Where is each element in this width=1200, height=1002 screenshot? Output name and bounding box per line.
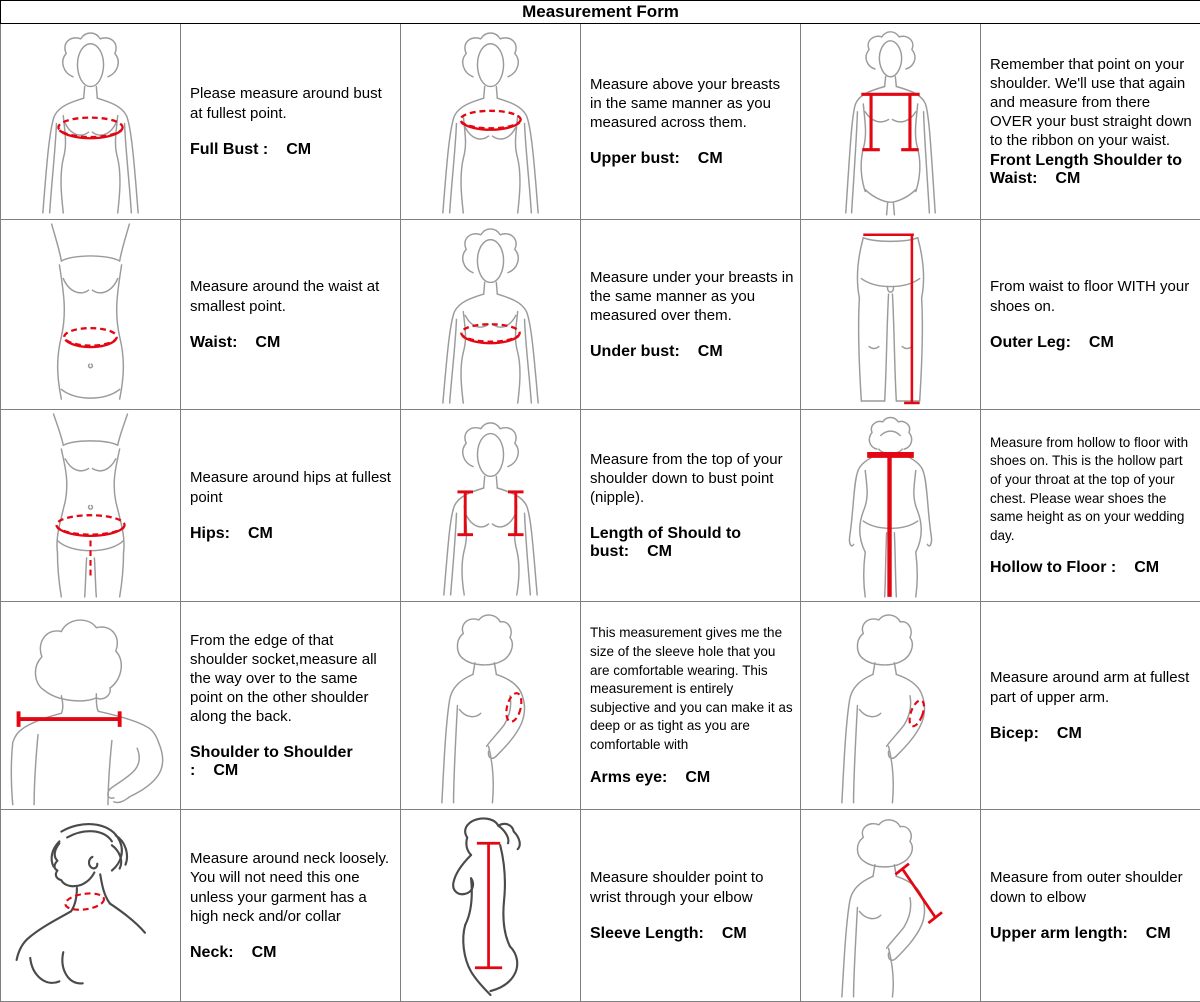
unit-label: CM [722, 925, 747, 942]
instruction-cell [181, 220, 401, 410]
unit-label: CM [1055, 170, 1080, 187]
instruction-text: Remember that point on your shoulder. We'll use that again and measure from there OVER your bust straight down to the ribbon on your waist. [990, 55, 1194, 151]
arms-eye-figure-illustration [403, 604, 578, 807]
title-row [1, 1, 1200, 24]
form-row [1, 810, 1200, 1002]
unit-label: CM [1146, 925, 1171, 942]
instruction-text: Measure above your breasts in the same manner as you measured across them. [590, 75, 794, 133]
measurement-label: Arms eye: CM [590, 769, 794, 787]
instruction-cell [181, 602, 401, 810]
unit-label: CM [248, 525, 273, 542]
figure-cell [801, 602, 981, 810]
instruction-text: From waist to floor WITH your shoes on. [990, 277, 1194, 315]
upper-arm-length-figure-illustration [803, 812, 978, 999]
unit-label: CM [1134, 559, 1159, 576]
unit-label: CM [1057, 725, 1082, 742]
figure-cell [801, 220, 981, 410]
unit-label: CM [685, 769, 710, 786]
instruction-cell [581, 24, 801, 220]
instruction-text: Measure around hips at fullest point [190, 468, 394, 506]
measurement-label: Hollow to Floor : CM [990, 559, 1194, 577]
instruction-cell [981, 24, 1200, 220]
unit-label: CM [698, 343, 723, 360]
measurement-label: Waist: CM [190, 334, 394, 352]
shoulder-to-bust-figure-illustration [403, 412, 578, 599]
instruction-text: Measure around neck loosely. You will not need this one unless your garment has a high neck and/or collar [190, 849, 394, 926]
measurement-label: Upper arm length: CM [990, 925, 1194, 943]
unit-label: CM [1089, 334, 1114, 351]
form-row [1, 602, 1200, 810]
measurement-label: Outer Leg: CM [990, 334, 1194, 352]
instruction-cell [581, 602, 801, 810]
unit-label: CM [698, 150, 723, 167]
figure-cell [801, 810, 981, 1002]
instruction-text: Measure from hollow to floor with shoes on. This is the hollow part of your throat at the top of your chest. Please wear shoes the same height as on your wedding day. [990, 434, 1194, 546]
unit-label: CM [286, 141, 311, 158]
instruction-text: Please measure around bust at fullest point. [190, 84, 394, 122]
figure-cell [1, 410, 181, 602]
instruction-cell [581, 220, 801, 410]
unit-label: CM [647, 543, 672, 560]
unit-label: CM [255, 334, 280, 351]
figure-cell [1, 220, 181, 410]
form-row [1, 220, 1200, 410]
instruction-text: Measure shoulder point to wrist through your elbow [590, 868, 794, 906]
measurement-label: Full Bust : CM [190, 141, 394, 159]
figure-cell [401, 220, 581, 410]
form-row [1, 410, 1200, 602]
sleeve-length-figure-illustration [403, 812, 578, 999]
instruction-cell [181, 410, 401, 602]
measurement-label: Under bust: CM [590, 343, 794, 361]
figure-cell [1, 24, 181, 220]
measurement-label: Sleeve Length: CM [590, 925, 794, 943]
unit-label: CM [252, 944, 277, 961]
instruction-cell [981, 410, 1200, 602]
instruction-text: Measure under your breasts in the same manner as you measured over them. [590, 268, 794, 326]
measurement-label: Length of Should to bust: CM [590, 525, 794, 561]
measurement-label: Neck: CM [190, 944, 394, 962]
instruction-text: Measure around the waist at smallest point. [190, 277, 394, 315]
bicep-figure-illustration [803, 604, 978, 807]
outer-leg-figure-illustration [803, 222, 978, 407]
measurement-label: Front Length Shoulder to Waist: CM [990, 152, 1194, 188]
figure-cell [1, 602, 181, 810]
upper-bust-figure-illustration [403, 26, 578, 217]
instruction-cell [981, 602, 1200, 810]
neck-figure-illustration [3, 812, 178, 999]
figure-cell [801, 410, 981, 602]
hips-figure-illustration [3, 412, 178, 599]
measurement-label: Shoulder to Shoulder : CM [190, 744, 394, 780]
instruction-cell [181, 24, 401, 220]
instruction-text: Measure from outer shoulder down to elbow [990, 868, 1194, 906]
hollow-to-floor-figure-illustration [803, 412, 978, 599]
instruction-cell [181, 810, 401, 1002]
page-title: Measurement Form [1, 1, 1200, 24]
full-bust-figure-illustration [3, 26, 178, 217]
instruction-text: Measure around arm at fullest part of upper arm. [990, 668, 1194, 706]
front-length-figure-illustration [803, 26, 978, 217]
instruction-text: This measurement gives me the size of the sleeve hole that you are comfortable wearing. This measurement is entirely subjective and you can make it as deep or as tight as you are comfortable with [590, 624, 794, 754]
instruction-text: From the edge of that shoulder socket,measure all the way over to the same point on the other shoulder along the back. [190, 631, 394, 727]
figure-cell [401, 602, 581, 810]
unit-label: CM [213, 762, 238, 779]
instruction-text: Measure from the top of your shoulder down to bust point (nipple). [590, 450, 794, 508]
form-row [1, 24, 1200, 220]
measurement-label: Upper bust: CM [590, 150, 794, 168]
waist-figure-illustration [3, 222, 178, 407]
figure-cell [801, 24, 981, 220]
shoulder-to-shoulder-figure-illustration [3, 604, 178, 807]
instruction-cell [581, 810, 801, 1002]
measurement-label: Bicep: CM [990, 725, 1194, 743]
figure-cell [401, 810, 581, 1002]
figure-cell [401, 24, 581, 220]
instruction-cell [581, 410, 801, 602]
under-bust-figure-illustration [403, 222, 578, 407]
measurement-label: Hips: CM [190, 525, 394, 543]
instruction-cell [981, 220, 1200, 410]
figure-cell [1, 810, 181, 1002]
instruction-cell [981, 810, 1200, 1002]
figure-cell [401, 410, 581, 602]
